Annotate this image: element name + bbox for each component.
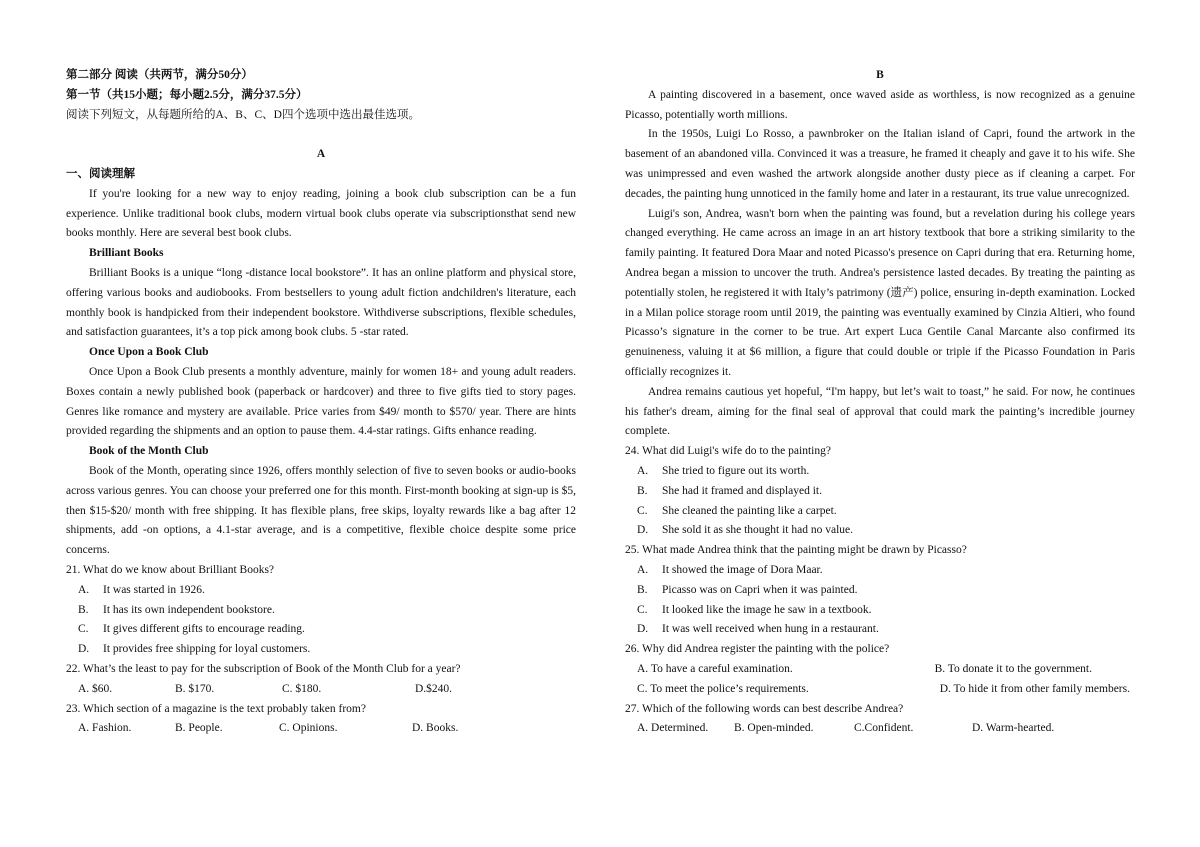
passage-b-para-2: In the 1950s, Luigi Lo Rosso, a pawnbroker on the Italian island of Capri, found the artwork in the basement of an abandoned villa. Convinced it was a treasure, he framed it cheaply and gave it to his wife. She was unimpressed and even washed the artwork alongside another dusty piece as if cleaning a carpet. For decades, the painting hung unnoticed in the family home and later in a restaurant, its true value unrecognized. [625,128,1135,200]
option-26d[interactable]: D. To hide it from other family members. [939,682,1130,695]
passage-a-intro: If you're looking for a new way to enjoy reading, joining a book club subscription can be a fun experience. Unlike traditional book clubs, modern virtual book clubs operate via subscriptionsthat send new books monthly. Here are several best book clubs. [66,187,576,240]
option-23b[interactable]: B. People. [175,722,223,735]
option-25b[interactable]: B. Picasso was on Capri when it was painted. [637,583,858,596]
option-23a[interactable]: A. Fashion. [78,722,132,735]
question-26: 26. Why did Andrea register the painting with the police? [625,643,890,656]
option-26b[interactable]: B. To donate it to the government. [934,662,1092,675]
question-21: 21. What do we know about Brilliant Books? [66,563,275,576]
question-23: 23. Which section of a magazine is the text probably taken from? [66,702,366,715]
question-25-options [625,561,1135,640]
question-27: 27. Which of the following words can best describe Andrea? [625,702,904,715]
passage-b-para-1: A painting discovered in a basement, once waved aside as worthless, is now recognized as a genuine Picasso, potentially worth millions. [625,88,1135,121]
option-22b[interactable]: B. $170. [175,682,215,695]
option-22d[interactable]: D.$240. [415,682,453,695]
option-24b[interactable]: B. She had it framed and displayed it. [637,484,823,497]
option-24a[interactable]: A. She tried to figure out its worth. [637,464,810,477]
option-25a[interactable]: A. It showed the image of Dora Maar. [637,563,823,576]
club-title-once-upon: Once Upon a Book Club [89,346,209,359]
question-22: 22. What’s the least to pay for the subscription of Book of the Month Club for a year? [66,662,461,675]
option-26a[interactable]: A. To have a careful examination. [637,662,793,675]
option-21d[interactable]: D. It provides free shipping for loyal customers. [78,643,311,656]
question-21-options [66,581,576,660]
club-title-brilliant-books: Brilliant Books [89,247,164,260]
club-title-book-of-month: Book of the Month Club [89,445,209,458]
option-24d[interactable]: D. She sold it as she thought it had no value. [637,524,854,537]
left-column [66,66,576,739]
option-25d[interactable]: D. It was well received when hung in a restaurant. [637,623,879,636]
option-27d[interactable]: D. Warm-hearted. [972,722,1055,735]
club-desc-once-upon: Once Upon a Book Club presents a monthly adventure, mainly for women 18+ and young adult readers. Boxes contain a newly published book (paperback or hardcover) and three to five gifts tied to story pages. Genres like romance and mystery are available. Price varies from $49/ month to $570/ year. There are hints provided regarding the shipments and an option to pause them. 4.4-star ratings. Gifts enhance reading. [66,365,576,438]
question-24: 24. What did Luigi's wife do to the painting? [625,445,831,458]
option-23c[interactable]: C. Opinions. [279,722,338,735]
option-27b[interactable]: B. Open-minded. [734,722,814,735]
question-26-options-row1 [625,660,1135,680]
option-21c[interactable]: C. It gives different gifts to encourage reading. [78,623,305,636]
option-27a[interactable]: A. Determined. [637,722,709,735]
option-21b[interactable]: B. It has its own independent bookstore. [78,603,275,616]
option-26c[interactable]: C. To meet the police’s requirements. [637,682,809,695]
option-27c[interactable]: C.Confident. [854,722,914,735]
question-27-options [625,719,1135,739]
passage-b-para-3: Luigi's son, Andrea, wasn't born when the painting was found, but a revelation during his college years changed everything. He came across an image in an art history textbook that bore a striking similarity to the family painting. It featured Dora Maar and noted Picasso's presence on Capri during that era. Returning home, Andrea began a mission to uncover the truth. Andrea's persistence lasted decades. By treating the painting as potentially stolen, he registered it with Italy’s patrimony (遗产) police, ensuring in-depth examination. Locked in a Milan police storage room until 2019, the painting was eventually examined by Cinzia Altieri, who found Picasso’s signature in the corner to be true. Art expert Luca Gentile Canal Marcante also confirmed its genuineness, valuing it at $6 million, a figure that could double or triple if the Picasso Foundation in Paris officially recognizes it. [625,207,1135,378]
option-22c[interactable]: C. $180. [282,682,322,695]
option-23d[interactable]: D. Books. [412,722,459,735]
passage-title-a: A [316,148,326,161]
option-24c[interactable]: C. She cleaned the painting like a carpet. [637,504,837,517]
reading-section-label: 一、阅读理解 [66,167,135,180]
option-22a[interactable]: A. $60. [78,682,113,695]
instructions: 阅读下列短文，从每题所给的A、B、C、D四个选项中选出最佳选项。 [66,108,420,121]
passage-b-para-4: Andrea remains cautious yet hopeful, “I'm happy, but let’s wait to toast,” he said. For now, he continues his father's dream, aiming for the final seal of approval that could mark the painting’s incredible journey complete. [625,385,1135,438]
question-24-options [625,462,1135,541]
question-22-options [66,680,576,700]
question-26-options-row2 [625,680,1135,700]
section-heading: 第一节（共15小题；每小题2.5分，满分37.5分） [66,88,308,101]
passage-title-b: B [876,69,884,81]
club-desc-brilliant-books: Brilliant Books is a unique “long -distance local bookstore”. It has an online platform and physical store, offering various books and audiobooks. From bestsellers to young adult fiction andchildren's literature, each monthly book is handpicked from their independent bookstore. Withdiverse subscriptions, flexible schedules, and satisfaction guarantees, it’s a top pick among book clubs. 5 -star rated. [66,266,576,339]
right-column [625,66,1135,739]
club-desc-book-of-month: Book of the Month, operating since 1926, offers monthly selection of five to seven books or audio-books across various genres. You can choose your preferred one for this month. First-month booking at sign-up is $5, then $15-$20/ month with free shipping. It has flexible plans, free skips, loyalty rewards like a bag after 12 shipments, add -on options, a 4.1-star average, and is a competitive, flexible choice despite some price concerns. [66,464,576,557]
question-25: 25. What made Andrea think that the painting might be drawn by Picasso? [625,544,967,557]
option-21a[interactable]: A. It was started in 1926. [78,583,205,596]
question-23-options [66,719,576,739]
option-25c[interactable]: C. It looked like the image he saw in a textbook. [637,603,872,616]
part-heading: 第二部分 阅读（共两节，满分50分） [66,69,253,81]
